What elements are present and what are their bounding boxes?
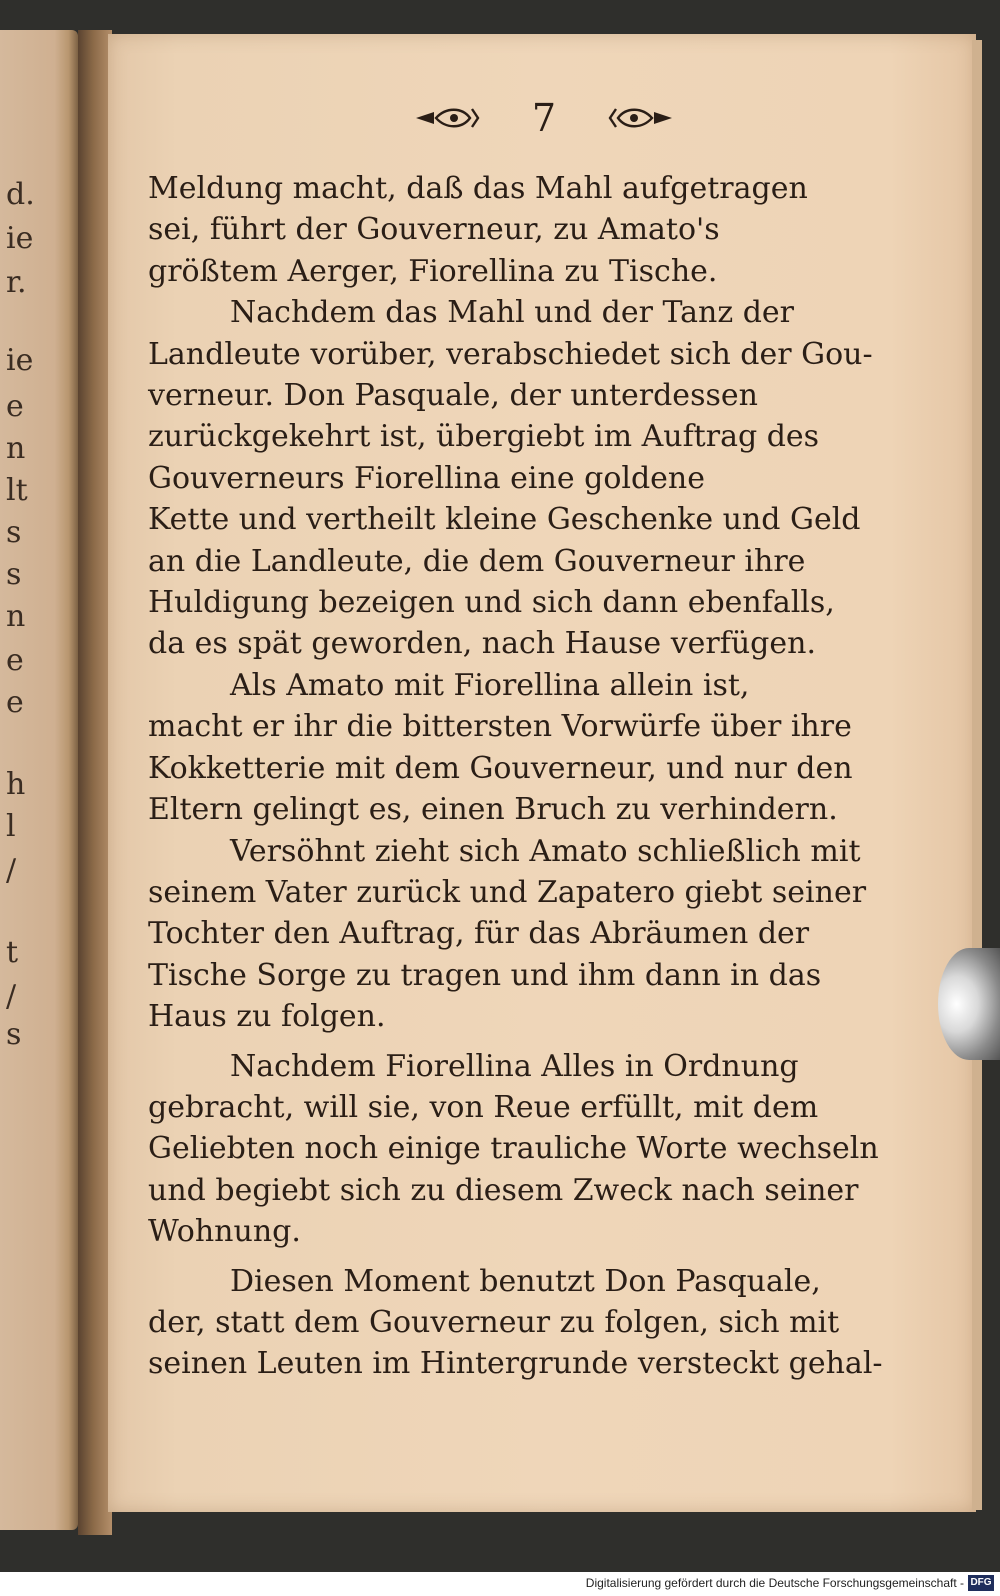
page-edge xyxy=(972,40,982,1510)
text-line: Tochter den Auftrag, für das Abräumen der xyxy=(148,916,810,952)
text-line: zurückgekehrt ist, übergiebt im Auftrag des xyxy=(148,419,820,455)
text-line: und begiebt sich zu diesem Zweck nach seiner xyxy=(148,1172,859,1208)
previous-page-fragment: s xyxy=(6,515,22,550)
book-gutter xyxy=(78,30,112,1535)
previous-page-fragment: e xyxy=(6,643,24,678)
text-line: gebracht, will sie, von Reue erfüllt, mit dem xyxy=(148,1089,819,1125)
previous-page-fragment: s xyxy=(6,557,22,592)
text-line: Tische Sorge zu tragen und ihm dann in das xyxy=(148,957,822,993)
previous-page-fragment: t xyxy=(6,935,19,970)
previous-page-fragment: l xyxy=(6,809,16,844)
footer-credit: Digitalisierung gefördert durch die Deutsche Forschungsgemeinschaft - xyxy=(585,1576,964,1590)
paragraph xyxy=(148,168,828,292)
text-line: der, statt dem Gouverneur zu folgen, sich mit xyxy=(148,1304,840,1340)
text-line: seinen Leuten im Hintergrunde versteckt gehal- xyxy=(148,1346,883,1382)
text-line: Nachdem das Mahl und der Tanz der xyxy=(230,295,795,331)
paragraph xyxy=(148,1261,883,1385)
previous-page-fragment: n xyxy=(6,431,26,466)
previous-page-fragment: n xyxy=(6,599,26,634)
text-line: Haus zu folgen. xyxy=(148,999,386,1035)
text-line: macht er ihr die bittersten Vorwürfe über ihre xyxy=(148,709,852,745)
dfg-logo: DFG xyxy=(968,1575,994,1591)
text-line: verneur. Don Pasquale, der unterdessen xyxy=(148,378,758,414)
text-line: seinem Vater zurück und Zapatero giebt seiner xyxy=(148,874,867,910)
paragraph xyxy=(148,1046,879,1253)
previous-page-fragment: lt xyxy=(6,473,28,508)
page-header xyxy=(110,88,978,148)
text-line: größtem Aerger, Fiorellina zu Tische. xyxy=(148,253,718,289)
text-line: Als Amato mit Fiorellina allein ist, xyxy=(230,667,750,703)
text-line: Versöhnt zieht sich Amato schließlich mit xyxy=(230,833,861,869)
previous-page-fragment: ie xyxy=(6,221,34,256)
page-clip xyxy=(938,948,1000,1060)
text-line: Landleute vorüber, verabschiedet sich der Gou- xyxy=(148,336,873,372)
text-line: Wohnung. xyxy=(148,1214,301,1250)
previous-page-fragment: r. xyxy=(6,265,27,300)
previous-page-fragment: ie xyxy=(6,343,34,378)
text-line: Eltern gelingt es, einen Bruch zu verhindern. xyxy=(148,792,838,828)
text-line: Huldigung bezeigen und sich dann ebenfalls, xyxy=(148,585,835,621)
text-line: Geliebten noch einige trauliche Worte wechseln xyxy=(148,1131,879,1167)
paragraph xyxy=(148,831,867,1038)
text-line: Kette und vertheilt kleine Geschenke und Geld xyxy=(148,502,861,538)
previous-page-fragment: / xyxy=(6,979,17,1014)
text-line: sei, führt der Gouverneur, zu Amato's xyxy=(148,212,720,248)
text-line: an die Landleute, die dem Gouverneur ihre xyxy=(148,543,806,579)
previous-page-fragment: d. xyxy=(6,177,35,212)
page-number: 7 xyxy=(531,96,557,140)
footer-bar xyxy=(0,1572,1000,1596)
body-text xyxy=(148,168,883,1385)
previous-page-fragment: h xyxy=(6,767,26,802)
text-line: Meldung macht, daß das Mahl aufgetragen xyxy=(148,171,808,206)
text-line: Gouverneurs Fiorellina eine goldene xyxy=(148,460,706,496)
previous-page-fragment: e xyxy=(6,685,24,720)
previous-page-fragment: e xyxy=(6,389,24,424)
previous-page-fragment: s xyxy=(6,1017,22,1052)
text-line: da es spät geworden, nach Hause verfügen. xyxy=(148,626,816,662)
ornament-left-icon xyxy=(412,103,502,133)
text-line: Kokketterie mit dem Gouverneur, und nur den xyxy=(148,750,853,786)
paragraph xyxy=(148,292,873,665)
text-line: Nachdem Fiorellina Alles in Ordnung xyxy=(230,1048,799,1084)
previous-page-fragment: / xyxy=(6,853,17,888)
ornament-right-icon xyxy=(586,103,676,133)
paragraph xyxy=(148,665,853,831)
text-line: Diesen Moment benutzt Don Pasquale, xyxy=(230,1263,821,1299)
